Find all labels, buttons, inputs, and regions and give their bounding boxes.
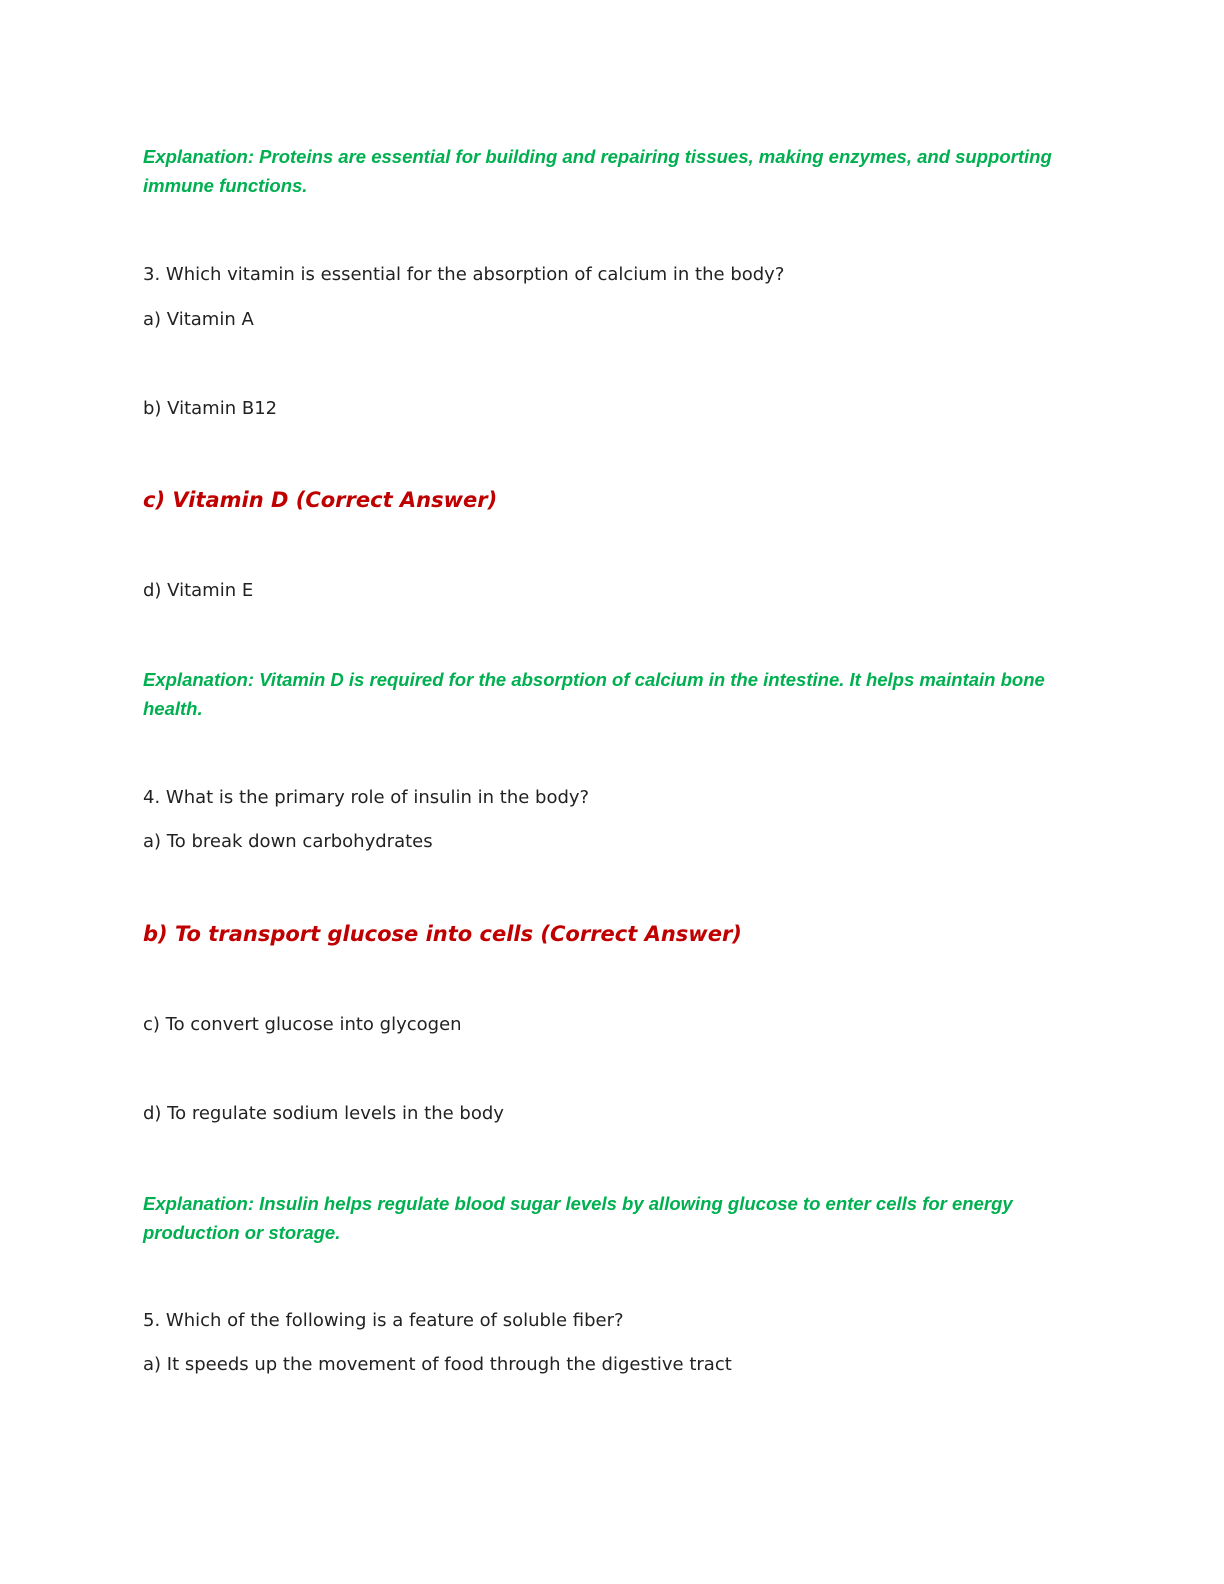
q4-option-b-correct: b) To transport glucose into cells (Correct Answer) bbox=[143, 922, 742, 946]
question-4: 4. What is the primary role of insulin in the body? bbox=[143, 787, 590, 808]
q3-option-d: d) Vitamin E bbox=[143, 580, 254, 601]
q3-option-b: b) Vitamin B12 bbox=[143, 398, 278, 419]
q3-option-a: a) Vitamin A bbox=[143, 309, 254, 330]
q4-option-c: c) To convert glucose into glycogen bbox=[143, 1014, 462, 1035]
q4-option-d: d) To regulate sodium levels in the body bbox=[143, 1103, 504, 1124]
question-5: 5. Which of the following is a feature of soluble fiber? bbox=[143, 1310, 624, 1331]
question-3: 3. Which vitamin is essential for the absorption of calcium in the body? bbox=[143, 264, 785, 285]
q3-option-c-correct: c) Vitamin D (Correct Answer) bbox=[143, 488, 498, 512]
explanation-q2: Explanation: Proteins are essential for building and repairing tissues, making enzymes, and supporting immune functions. bbox=[143, 146, 1052, 196]
explanation-q4: Explanation: Insulin helps regulate blood sugar levels by allowing glucose to enter cells for energy production or storage. bbox=[143, 1193, 1013, 1243]
q4-option-a: a) To break down carbohydrates bbox=[143, 831, 433, 852]
explanation-q3: Explanation: Vitamin D is required for the absorption of calcium in the intestine. It helps maintain bone health. bbox=[143, 669, 1045, 719]
q5-option-a: a) It speeds up the movement of food through the digestive tract bbox=[143, 1354, 732, 1375]
